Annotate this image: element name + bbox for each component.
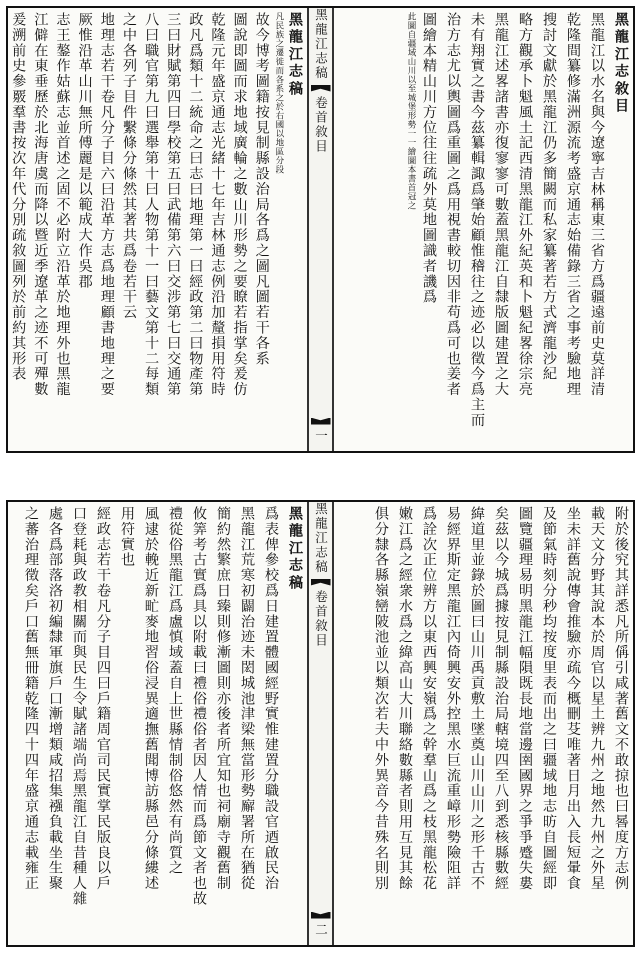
text-column: 圖說即圖而求地域廣輪之數山川形勢之要瞭若指掌矣爰仿 [231, 12, 248, 397]
right-half-bottom [333, 502, 633, 945]
annotation-column: 凡民族之遷徙而各系之於右國以地區分段 [273, 12, 284, 174]
text-column: 略方觀承卜魁風土記西清黑龍江外紀英和卜魁紀畧徐宗亮 [517, 12, 533, 397]
text-column: 乾隆元年盛京通志光緒十七年吉林通志例沿加釐損用符時 [209, 12, 226, 397]
text-column: 經政志若干卷凡分子目四曰戶籍周官司民實掌民版良以戶 [95, 506, 111, 891]
text-column: 爰溯前史參覈羣書按次年代分別疏敘圖列於前約其形表 [10, 12, 27, 382]
text-column: 治方志尤以輿圖爲重圖之爲用視書較切因非苟爲可也姜者 [445, 12, 461, 397]
fish-tail-mark-bottom [311, 418, 331, 425]
right-half-top [333, 8, 633, 451]
text-column: 坐未詳舊說傳會推驗亦疏今概刪芟唯著日月出入長短暈食 [565, 506, 581, 891]
annotation-column: 此圖自疆域山川以至城堡形勢一一繪圖本書首冠之 [406, 12, 416, 210]
centre-strip-top [308, 8, 333, 451]
section-title-column: 黑龍江志稿 [287, 12, 303, 98]
text-column: 黑龍江以水名與今遼寧吉林稱東三省方爲疆遠前史莫詳清 [589, 12, 605, 397]
text-column: 圖覽疆理易明黑龍江幅隕既長地當邊圉國界之爭爭蹙失婁 [517, 506, 533, 891]
text-column: 禮從俗黑龍江爲盧慎域蓋自上世縣情制俗悠然有尚質之 [167, 506, 183, 876]
text-column: 黑龍江荒寒初闢治迹未閎城池津梁無當形勢廨署所在猶從 [239, 506, 255, 891]
fish-tail-mark-bottom [311, 912, 331, 919]
text-column: 風逮於輓近新甿麥地習俗浸異適撫舊聞博訪縣邑分條縷述 [143, 506, 159, 891]
text-column: 簡約然繁庶日臻則修漸圖則亦後者所宜知也祠廟寺觀舊制 [215, 506, 231, 891]
book-title: 黑龍江志稿 [313, 502, 329, 575]
text-column: 攸筭考古實爲具以附載曰禮俗禮俗者因人情而爲節文者也故 [191, 506, 207, 907]
text-column: 用符實也 [119, 506, 135, 568]
text-column: 政凡爲類十二統命之曰志曰地理第一曰經政第二曰物產第 [187, 12, 204, 397]
text-column: 志王鏊作姑蘇志並首述之固不必附立沿革於地理外也黑龍 [54, 12, 71, 397]
text-column: 口登耗與政教相關而與民生令賦諸端尚焉黑龍江自昔種人雜 [71, 506, 87, 907]
text-column: 江僻在東垂歷於北海唐虞而降以暨近季遼革之迹不可殫數 [32, 12, 49, 397]
text-column: 及節氣時刻分秒均按度里表而出之曰疆域地志昉自圖經即 [541, 506, 557, 891]
volume-label: 卷首 [313, 95, 329, 125]
text-column: 爲詮次正位辨方以東西興安嶺爲之幹羣山爲之枝黑龍松花 [421, 506, 437, 891]
fish-tail-mark [311, 85, 331, 92]
text-column: 八曰職官第九曰選舉第十曰人物第十一曰藝文第十二每類 [143, 12, 160, 397]
page-bottom [6, 500, 635, 947]
text-column: 緯道里並錄於圖曰山川禹貢敷土墜奠山川山川之形千古不 [469, 506, 485, 891]
text-column: 爲表俾參校爲日建置體國經野實惟建置分職設官迺啟民治 [263, 506, 279, 891]
text-column: 嫩江爲之經衆水爲之緯高山大川聯絡數縣者則用互見其餘 [397, 506, 413, 891]
text-column: 附於後究其詳悉凡所偁引咸著舊文不敢掠也曰晷度方志例 [613, 506, 629, 891]
text-column: 厥惟沿革山川無所傅麗是以範成大作吳郡 [76, 12, 93, 290]
page-top [6, 6, 635, 453]
fish-tail-mark [311, 579, 331, 586]
centre-strip-bottom [308, 502, 333, 945]
text-column: 矣茲以今城爲據按見制縣設治局轄境四至八到悉核縣數經 [493, 506, 509, 891]
text-column: 俱分隸各縣嶺巒陂池並以類次若夫中外異音今昔殊名則別 [373, 506, 389, 891]
text-column: 故今博考圖籍按見制縣設治局各爲之圖凡圖若干各系 [253, 12, 270, 367]
volume-label: 卷首 [313, 589, 329, 619]
page-number: 一 [313, 428, 329, 443]
text-column: 黑龍江述畧諸書亦復寥寥可數蓋黑龍江自隸版圖建置之大 [493, 12, 509, 397]
text-column: 搜討文獻於黑龍江仍多簡闕而私家纂著若方式濟龍沙紀 [541, 12, 557, 382]
section-title-column: 黑龍江志稿 [287, 506, 303, 592]
book-title: 黑龍江志稿 [313, 8, 329, 81]
text-column: 圖繪本精山川方位往往疏外莫地圖識者譏爲 [421, 12, 437, 305]
text-column: 處各爲部落洛初編隸軍旗戶口漸增類咸招集襁負載坐生聚 [47, 506, 63, 891]
section-label: 敘目 [313, 618, 329, 648]
text-column: 未有翔實之書今茲纂輯諏爲肇始顧惟稽往之迹必以徵今爲主而 [469, 12, 485, 428]
page-number: 二 [313, 922, 329, 937]
left-half-top [8, 8, 308, 451]
text-column: 地理志若干卷凡分子目六曰沿革方志爲地理顧書地理之要 [98, 12, 115, 397]
text-column: 之中各列子目件繫條分條然其著共爲卷若干云 [120, 12, 137, 320]
section-label: 敘目 [313, 124, 329, 154]
text-column: 之蕃治理徵矣戶口舊無冊籍乾隆四十四年盛京通志載雍正 [23, 506, 39, 891]
text-column: 乾隆間纂修滿洲源流考盛京通志始備錄三省之事考驗地理 [565, 12, 581, 397]
text-column: 易經界斯定黑龍江內倚興安外控黑水巨流重嶂形勢險阻詳 [445, 506, 461, 891]
text-column: 載天文分野其說本於周官以星土辨九州之地然九州之外星 [589, 506, 605, 891]
section-title-column: 黑龍江志敘目 [613, 12, 629, 116]
text-column: 三曰財賦第四曰學校第五曰武備第六曰交涉第七曰交通第 [165, 12, 182, 397]
left-half-bottom [8, 502, 308, 945]
